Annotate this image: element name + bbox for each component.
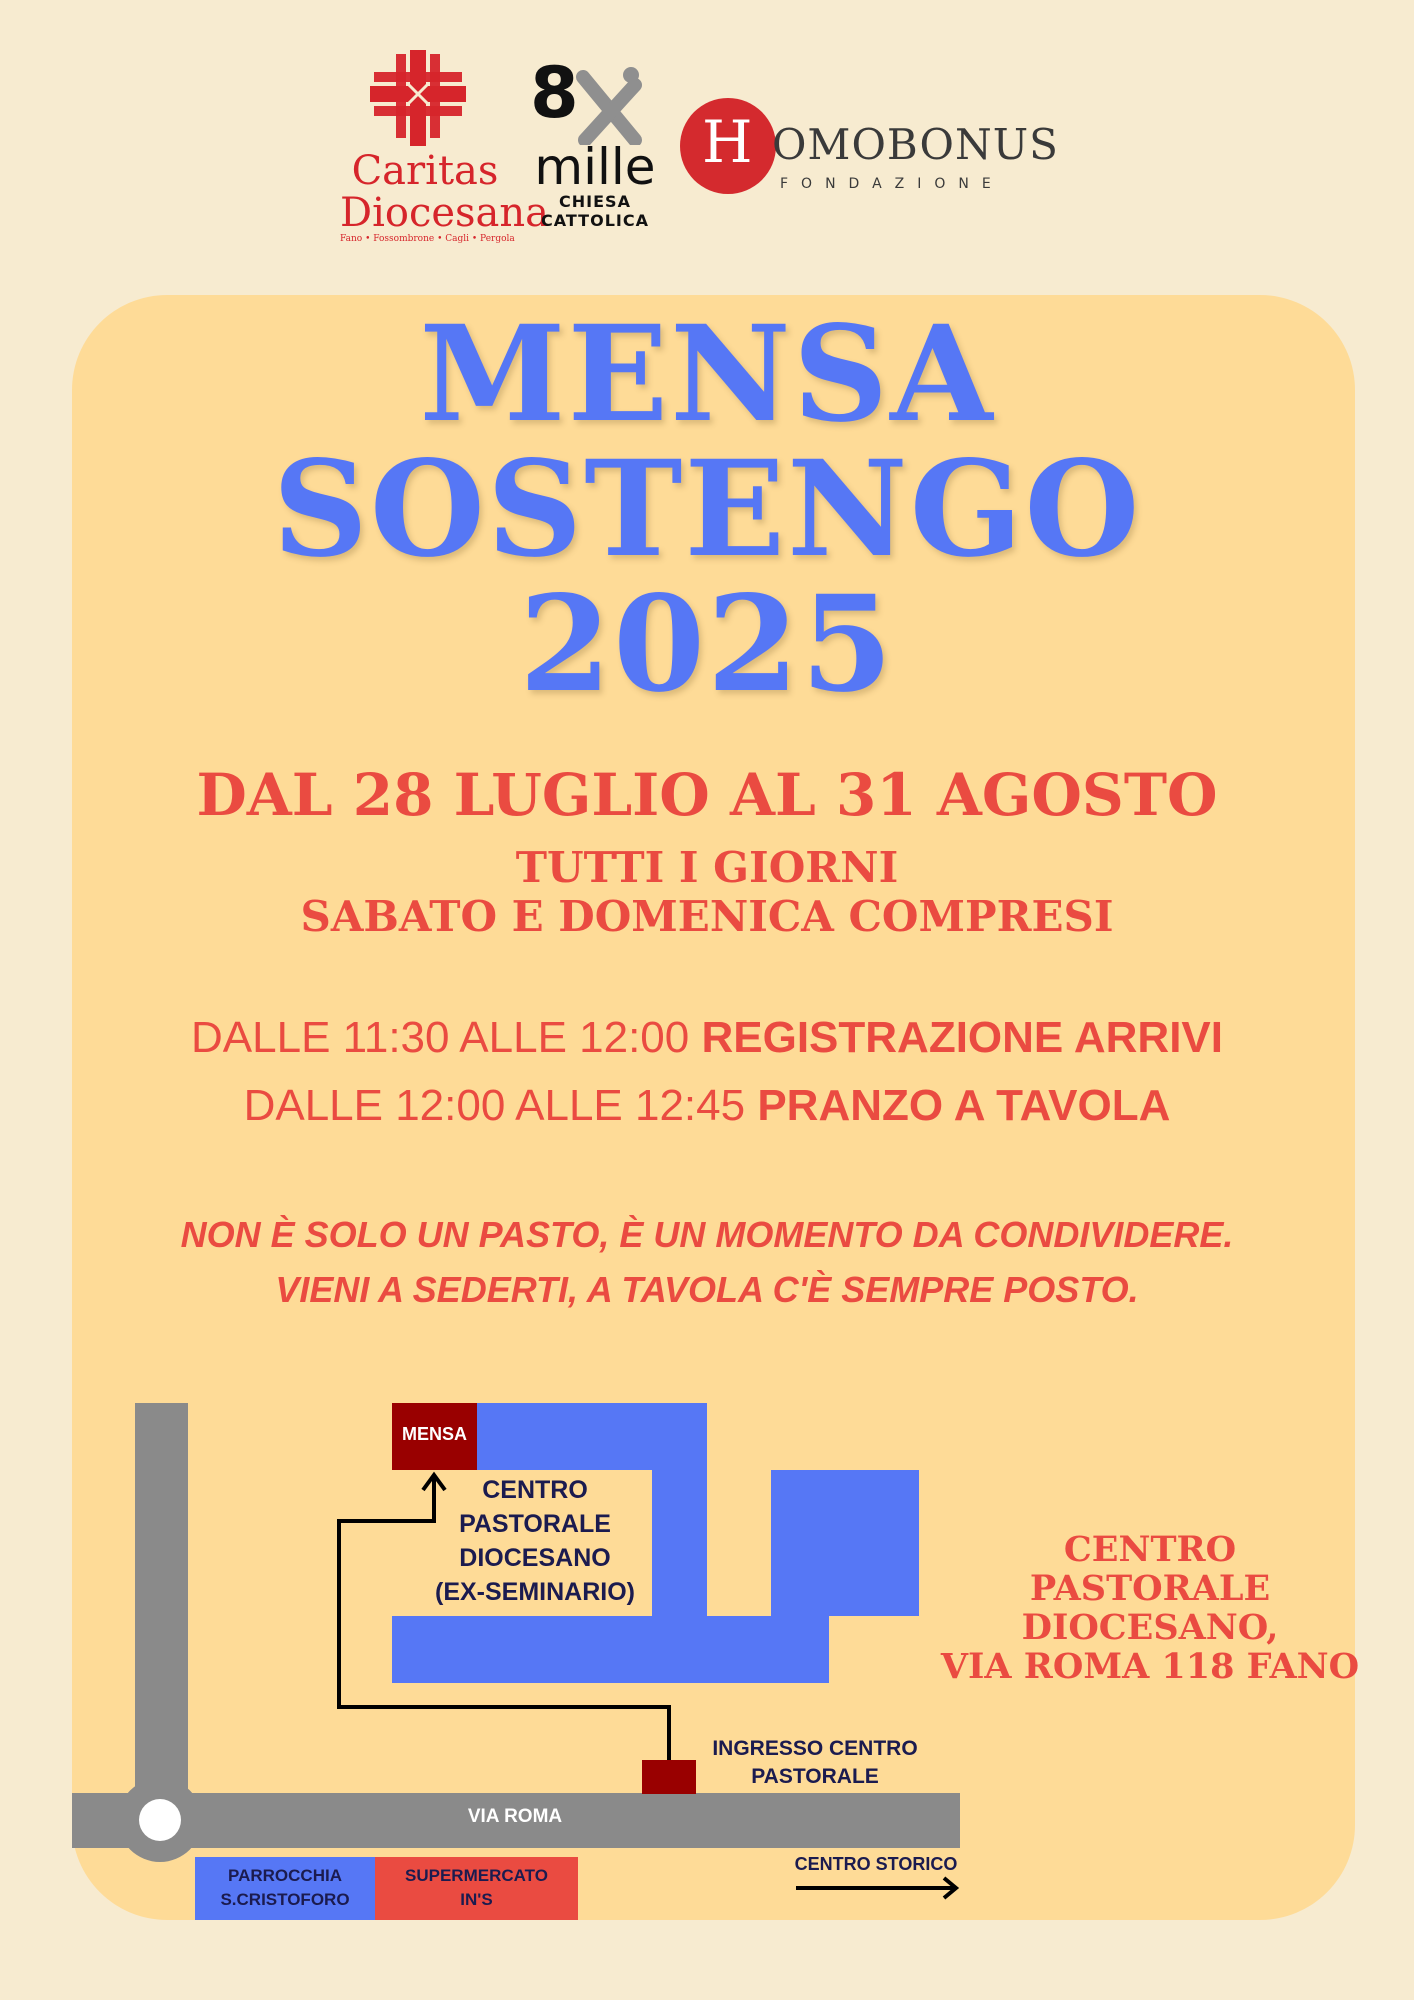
homobonus-fondazione: FONDAZIONE [780, 176, 1004, 192]
via-roma-label: VIA ROMA [467, 1806, 563, 1827]
homobonus-name: OMOBONUS [772, 120, 1059, 169]
address-line: VIA ROMA 118 FANO [940, 1646, 1360, 1687]
caritas-name-line1: Caritas [351, 148, 499, 194]
supermarket-label-line: SUPERMERCATO [405, 1866, 548, 1885]
building-label-line: CENTRO [482, 1476, 588, 1504]
cattolica-line: CATTOLICA [541, 211, 649, 230]
parish-label-line: S.CRISTOFORO [220, 1890, 350, 1909]
caritas-name-line2: Diocesana [340, 190, 550, 236]
centro-storico-label: CENTRO STORICO [794, 1854, 958, 1874]
entrance-label-line: INGRESSO CENTRO [712, 1737, 918, 1760]
title-line-2: SOSTENGO [272, 432, 1142, 587]
mensa-label: MENSA [401, 1424, 467, 1444]
supermarket-label-line: IN'S [460, 1890, 493, 1909]
days-line-2: SABATO E DOMENICA COMPRESI [300, 892, 1114, 941]
parish-label-line: PARROCCHIA [228, 1866, 342, 1885]
days-line-1: TUTTI I GIORNI [515, 843, 899, 892]
quote-line-1: NON È SOLO UN PASTO, È UN MOMENTO DA CONDIVIDERE. [180, 1214, 1234, 1255]
title-line-1: MENSA [419, 297, 995, 452]
building-label-line: (EX-SEMINARIO) [435, 1578, 635, 1606]
mille-word: mille [534, 138, 656, 196]
parish-label [195, 1864, 375, 1912]
address-line: CENTRO [1063, 1529, 1237, 1570]
address-block [930, 1530, 1370, 1686]
homobonus-initial: H [702, 108, 753, 176]
entrance-label-line: PASTORALE [751, 1765, 879, 1788]
chiesa-line: CHIESA [559, 192, 631, 211]
schedule-time: DALLE 12:00 ALLE 12:45 [243, 1081, 746, 1130]
title-line-3: 2025 [519, 567, 895, 722]
caritas-subtitle: Fano • Fossombrone • Cagli • Pergola [340, 234, 515, 244]
address-line: DIOCESANO, [1021, 1607, 1279, 1648]
eight-digit: 8 [530, 52, 579, 134]
supermarket-label [375, 1864, 578, 1912]
entrance-marker [642, 1760, 696, 1794]
address-line: PASTORALE [1029, 1568, 1271, 1609]
schedule-activity: PRANZO A TAVOLA [757, 1081, 1171, 1130]
entrance-label [700, 1735, 930, 1791]
building-label-line: DIOCESANO [459, 1544, 611, 1572]
schedule-time: DALLE 11:30 ALLE 12:00 [191, 1013, 690, 1062]
quote-line-2: VIENI A SEDERTI, A TAVOLA C'È SEMPRE POSTO. [275, 1269, 1139, 1310]
date-range: DAL 28 LUGLIO AL 31 AGOSTO [196, 761, 1218, 829]
schedule-activity: REGISTRAZIONE ARRIVI [701, 1013, 1223, 1062]
building-label-line: PASTORALE [459, 1510, 611, 1538]
